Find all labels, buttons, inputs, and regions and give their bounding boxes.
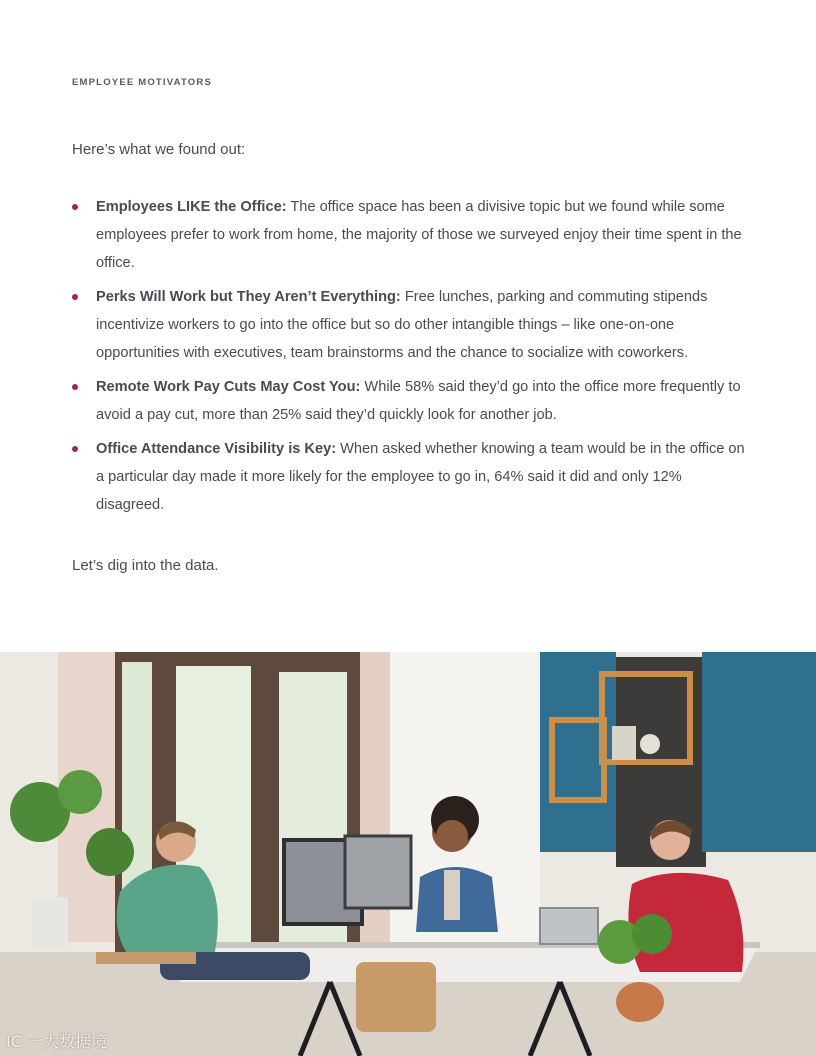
list-item xyxy=(72,283,752,367)
findings-list xyxy=(72,193,752,525)
finding-title: Employees LIKE the Office: xyxy=(96,199,287,215)
finding-title: Remote Work Pay Cuts May Cost You: xyxy=(96,379,361,395)
office-scene-illustration xyxy=(0,652,816,1056)
list-item xyxy=(72,435,752,519)
finding-text: Free lunches, parking and commuting stipends incentivize workers to go into the office but so do other intangible things – like one-on-one opportunities with executives, team brainstorms and the chance to socialize with coworkers. xyxy=(96,289,708,361)
section-eyebrow: EMPLOYEE MOTIVATORS xyxy=(72,77,212,88)
finding-text: When asked whether knowing a team would be in the office on a particular day made it more likely for the employee to go in, 64% said it did and only 12% disagreed. xyxy=(96,441,745,513)
list-item xyxy=(72,193,752,277)
intro-text: Here’s what we found out: xyxy=(72,141,246,158)
bullet-icon xyxy=(72,294,78,300)
finding-title: Perks Will Work but They Aren’t Everything: xyxy=(96,289,401,305)
office-photo xyxy=(0,652,816,1056)
finding-text: While 58% said they’d go into the office more frequently to avoid a pay cut, more than 25% said they’d quickly look for another job. xyxy=(96,379,741,423)
finding-text: The office space has been a divisive topic but we found while some employees prefer to work from home, the majority of those we surveyed enjoy their time spent in the office. xyxy=(96,199,742,271)
closing-text: Let’s dig into the data. xyxy=(72,557,219,574)
list-item xyxy=(72,373,752,429)
bullet-icon xyxy=(72,204,78,210)
finding-title: Office Attendance Visibility is Key: xyxy=(96,441,337,457)
photo-watermark: IC 一大数据境 xyxy=(6,1032,107,1051)
bullet-icon xyxy=(72,384,78,390)
bullet-icon xyxy=(72,446,78,452)
